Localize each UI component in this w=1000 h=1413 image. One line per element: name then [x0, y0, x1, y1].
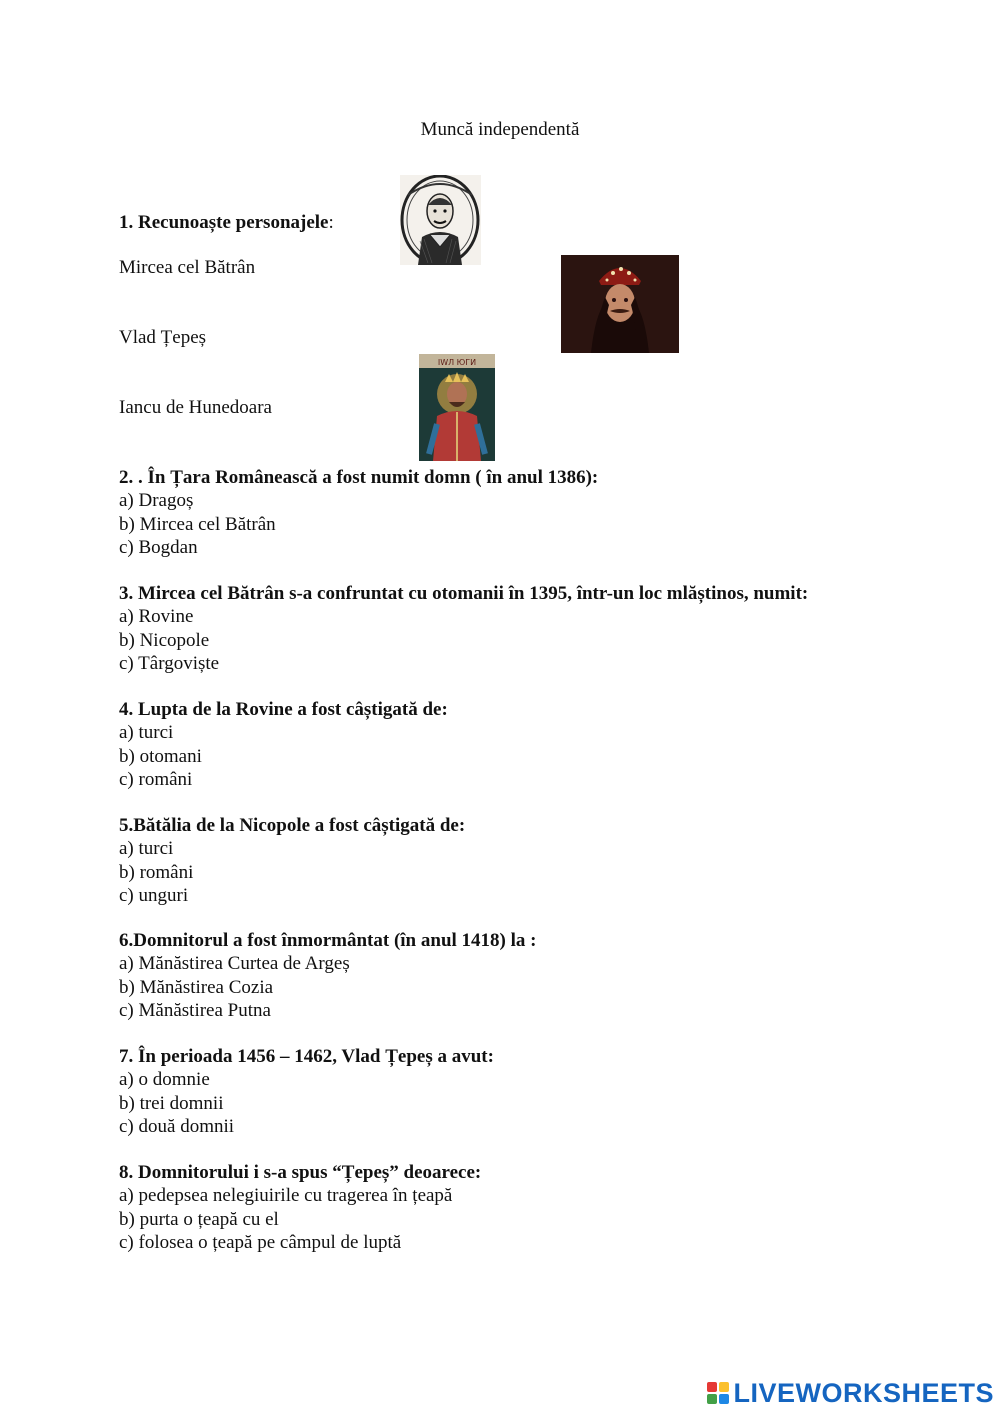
portrait-painting-image[interactable]	[561, 255, 679, 353]
question-1-label: 1. Recunoaște personajele	[119, 212, 329, 233]
question-1-colon: :	[328, 212, 334, 233]
character-name-3[interactable]: Iancu de Hunedoara	[119, 397, 272, 418]
question-8-option-c[interactable]: c) folosea o țeapă pe câmpul de luptă	[119, 1231, 402, 1253]
question-4-option-b[interactable]: b) otomani	[119, 745, 202, 767]
question-4-text: 4. Lupta de la Rovine a fost câștigată de:	[119, 699, 448, 720]
portrait-fresco-image[interactable]	[419, 354, 495, 461]
question-2	[119, 466, 598, 559]
question-8-option-a[interactable]: a) pedepsea nelegiuirile cu tragerea în țeapă	[119, 1185, 453, 1207]
logo-square-2	[719, 1382, 729, 1392]
character-name-1[interactable]: Mircea cel Bătrân	[119, 257, 256, 278]
question-1-title	[119, 212, 334, 234]
liveworksheets-logo	[707, 1378, 994, 1408]
question-6-text: 6.Domnitorul a fost înmormântat (în anul 1418) la :	[119, 930, 537, 951]
question-3-option-c[interactable]: c) Târgoviște	[119, 652, 220, 674]
question-7-option-c[interactable]: c) două domnii	[119, 1115, 235, 1137]
question-6-option-b[interactable]: b) Mănăstirea Cozia	[119, 976, 274, 998]
question-5-text: 5.Bătălia de la Nicopole a fost câștigată de:	[119, 815, 466, 836]
question-7-option-b[interactable]: b) trei domnii	[119, 1092, 224, 1114]
question-5	[119, 814, 465, 907]
question-7-text: 7. În perioada 1456 – 1462, Vlad Țepeș a avut:	[119, 1046, 494, 1067]
question-6-option-c[interactable]: c) Mănăstirea Putna	[119, 999, 271, 1021]
question-3	[119, 582, 808, 675]
question-8-text: 8. Domnitorului i s-a spus “Țepeș” deoarece:	[119, 1162, 482, 1183]
fresco-caption: IWЛ ЮГИ	[437, 358, 477, 367]
question-8-option-b[interactable]: b) purta o țeapă cu el	[119, 1208, 279, 1230]
question-2-text: 2. . În Țara Românească a fost numit domn ( în anul 1386):	[119, 467, 599, 488]
question-6	[119, 929, 536, 1022]
question-8	[119, 1161, 481, 1254]
question-3-option-a[interactable]: a) Rovine	[119, 606, 194, 628]
question-4-option-c[interactable]: c) români	[119, 768, 193, 790]
question-2-option-b[interactable]: b) Mircea cel Bătrân	[119, 513, 276, 535]
logo-square-4	[719, 1394, 729, 1404]
logo-text: LIVEWORKSHEETS	[733, 1377, 994, 1408]
logo-squares-icon	[707, 1382, 729, 1404]
question-6-option-a[interactable]: a) Mănăstirea Curtea de Argeș	[119, 953, 350, 975]
question-2-option-a[interactable]: a) Dragoș	[119, 490, 194, 512]
question-3-text: 3. Mircea cel Bătrân s-a confruntat cu otomanii în 1395, într-un loc mlăștinos, numit:	[119, 583, 809, 604]
question-5-option-b[interactable]: b) români	[119, 861, 194, 883]
logo-square-1	[707, 1382, 717, 1392]
question-4-option-a[interactable]: a) turci	[119, 722, 174, 744]
page-title: Muncă independentă	[420, 119, 580, 140]
question-3-option-b[interactable]: b) Nicopole	[119, 629, 210, 651]
question-5-option-a[interactable]: a) turci	[119, 838, 174, 860]
logo-square-3	[707, 1394, 717, 1404]
portrait-engraving-image[interactable]	[400, 175, 481, 265]
question-4	[119, 698, 448, 791]
question-5-option-c[interactable]: c) unguri	[119, 884, 189, 906]
character-name-2[interactable]: Vlad Țepeș	[119, 327, 207, 348]
question-7	[119, 1045, 494, 1138]
question-7-option-a[interactable]: a) o domnie	[119, 1069, 210, 1091]
question-2-option-c[interactable]: c) Bogdan	[119, 536, 198, 558]
